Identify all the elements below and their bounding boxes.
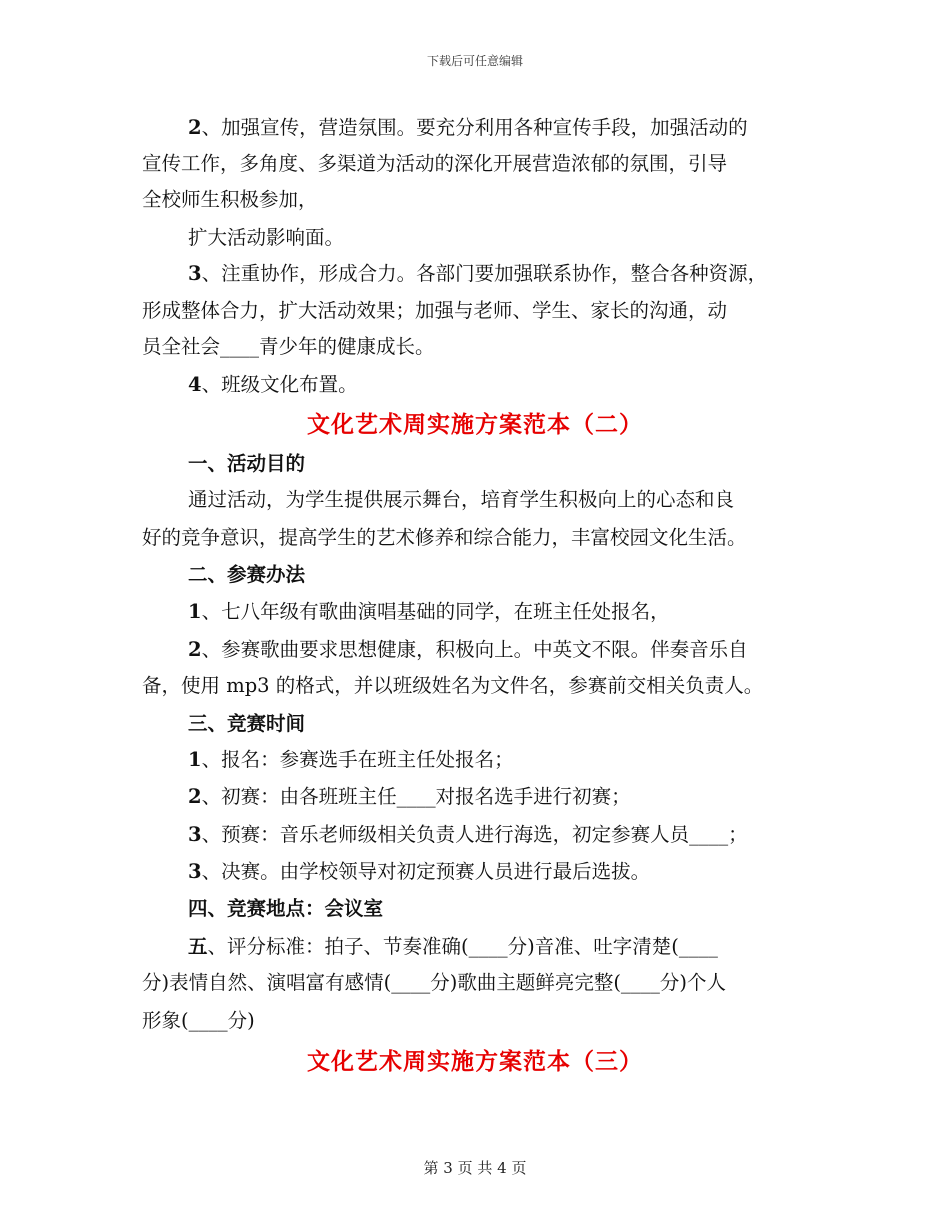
paragraph-line [188, 375, 358, 395]
paragraph-line [188, 602, 670, 622]
paragraph-line [188, 750, 514, 770]
section-heading: 一、活动目的 [188, 452, 306, 475]
line-text: 、七八年级有歌曲演唱基础的同学，在班主任处报名， [201, 600, 670, 623]
paragraph-line: 好的竞争意识，提高学生的艺术修养和综合能力，丰富校园文化生活。 [142, 526, 747, 549]
paragraph-line [188, 825, 748, 845]
section-number: 五 [188, 935, 208, 958]
item-number: 3 [188, 823, 202, 846]
paragraph-line: 员全社会____青少年的健康成长。 [142, 335, 435, 358]
section-title: 文化艺术周实施方案范本（三） [307, 1048, 643, 1075]
item-number: 2 [188, 638, 202, 661]
paragraph-line: 全校师生积极参加， [142, 188, 318, 211]
item-number: 2 [188, 785, 202, 808]
paragraph-line: 通过活动，为学生提供展示舞台，培育学生积极向上的心态和良 [188, 488, 735, 511]
line-text: 、注重协作，形成合力。各部门要加强联系协作，整合各种资源， [201, 262, 768, 285]
paragraph-line: 形象(____分) [142, 1009, 255, 1032]
page-footer: 第 3 页 共 4 页 [423, 1159, 527, 1177]
line-text: 、预赛：音乐老师级相关负责人进行海选，初定参赛人员____； [201, 823, 748, 846]
line-text: 、初赛：由各班班主任____对报名选手进行初赛； [201, 785, 631, 808]
item-number: 1 [188, 600, 202, 623]
line-text: 、决赛。由学校领导对初定预赛人员进行最后选拔。 [201, 860, 651, 883]
item-number: 1 [188, 748, 202, 771]
paragraph-line [188, 118, 748, 138]
line-text: 、报名：参赛选手在班主任处报名； [201, 748, 514, 771]
line-text: 、班级文化布置。 [201, 373, 358, 396]
section-title: 文化艺术周实施方案范本（二） [307, 411, 643, 438]
paragraph-line [188, 937, 718, 957]
paragraph-line [188, 862, 650, 882]
item-number: 4 [188, 373, 202, 396]
paragraph-line: 形成整体合力，扩大活动效果；加强与老师、学生、家长的沟通，动 [142, 299, 728, 322]
paragraph-line [188, 787, 631, 807]
page-header: 下载后可任意编辑 [426, 54, 523, 68]
paragraph-line: 分)表情自然、演唱富有感情(____分)歌曲主题鲜亮完整(____分)个人 [142, 971, 727, 994]
line-text: 、评分标准：拍子、节奏准确(____分)音准、吐字清楚(____ [207, 935, 718, 958]
section-heading: 三、竞赛时间 [188, 712, 306, 735]
item-number: 3 [188, 262, 202, 285]
paragraph-line [188, 640, 748, 660]
section-heading: 二、参赛办法 [188, 563, 306, 586]
section-heading: 四、竞赛地点：会议室 [188, 897, 384, 920]
item-number: 3 [188, 860, 202, 883]
paragraph-line: 备，使用 mp3 的格式，并以班级姓名为文件名，参赛前交相关负责人。 [142, 674, 764, 697]
line-text: 、加强宣传，营造氛围。要充分利用各种宣传手段，加强活动的 [201, 116, 748, 139]
paragraph-line: 扩大活动影响面。 [188, 226, 345, 249]
paragraph-line [188, 264, 767, 284]
line-text: 、参赛歌曲要求思想健康，积极向上。中英文不限。伴奏音乐自 [201, 638, 748, 661]
item-number: 2 [188, 116, 202, 139]
paragraph-line: 宣传工作，多角度、多渠道为活动的深化开展营造浓郁的氛围，引导 [142, 152, 728, 175]
